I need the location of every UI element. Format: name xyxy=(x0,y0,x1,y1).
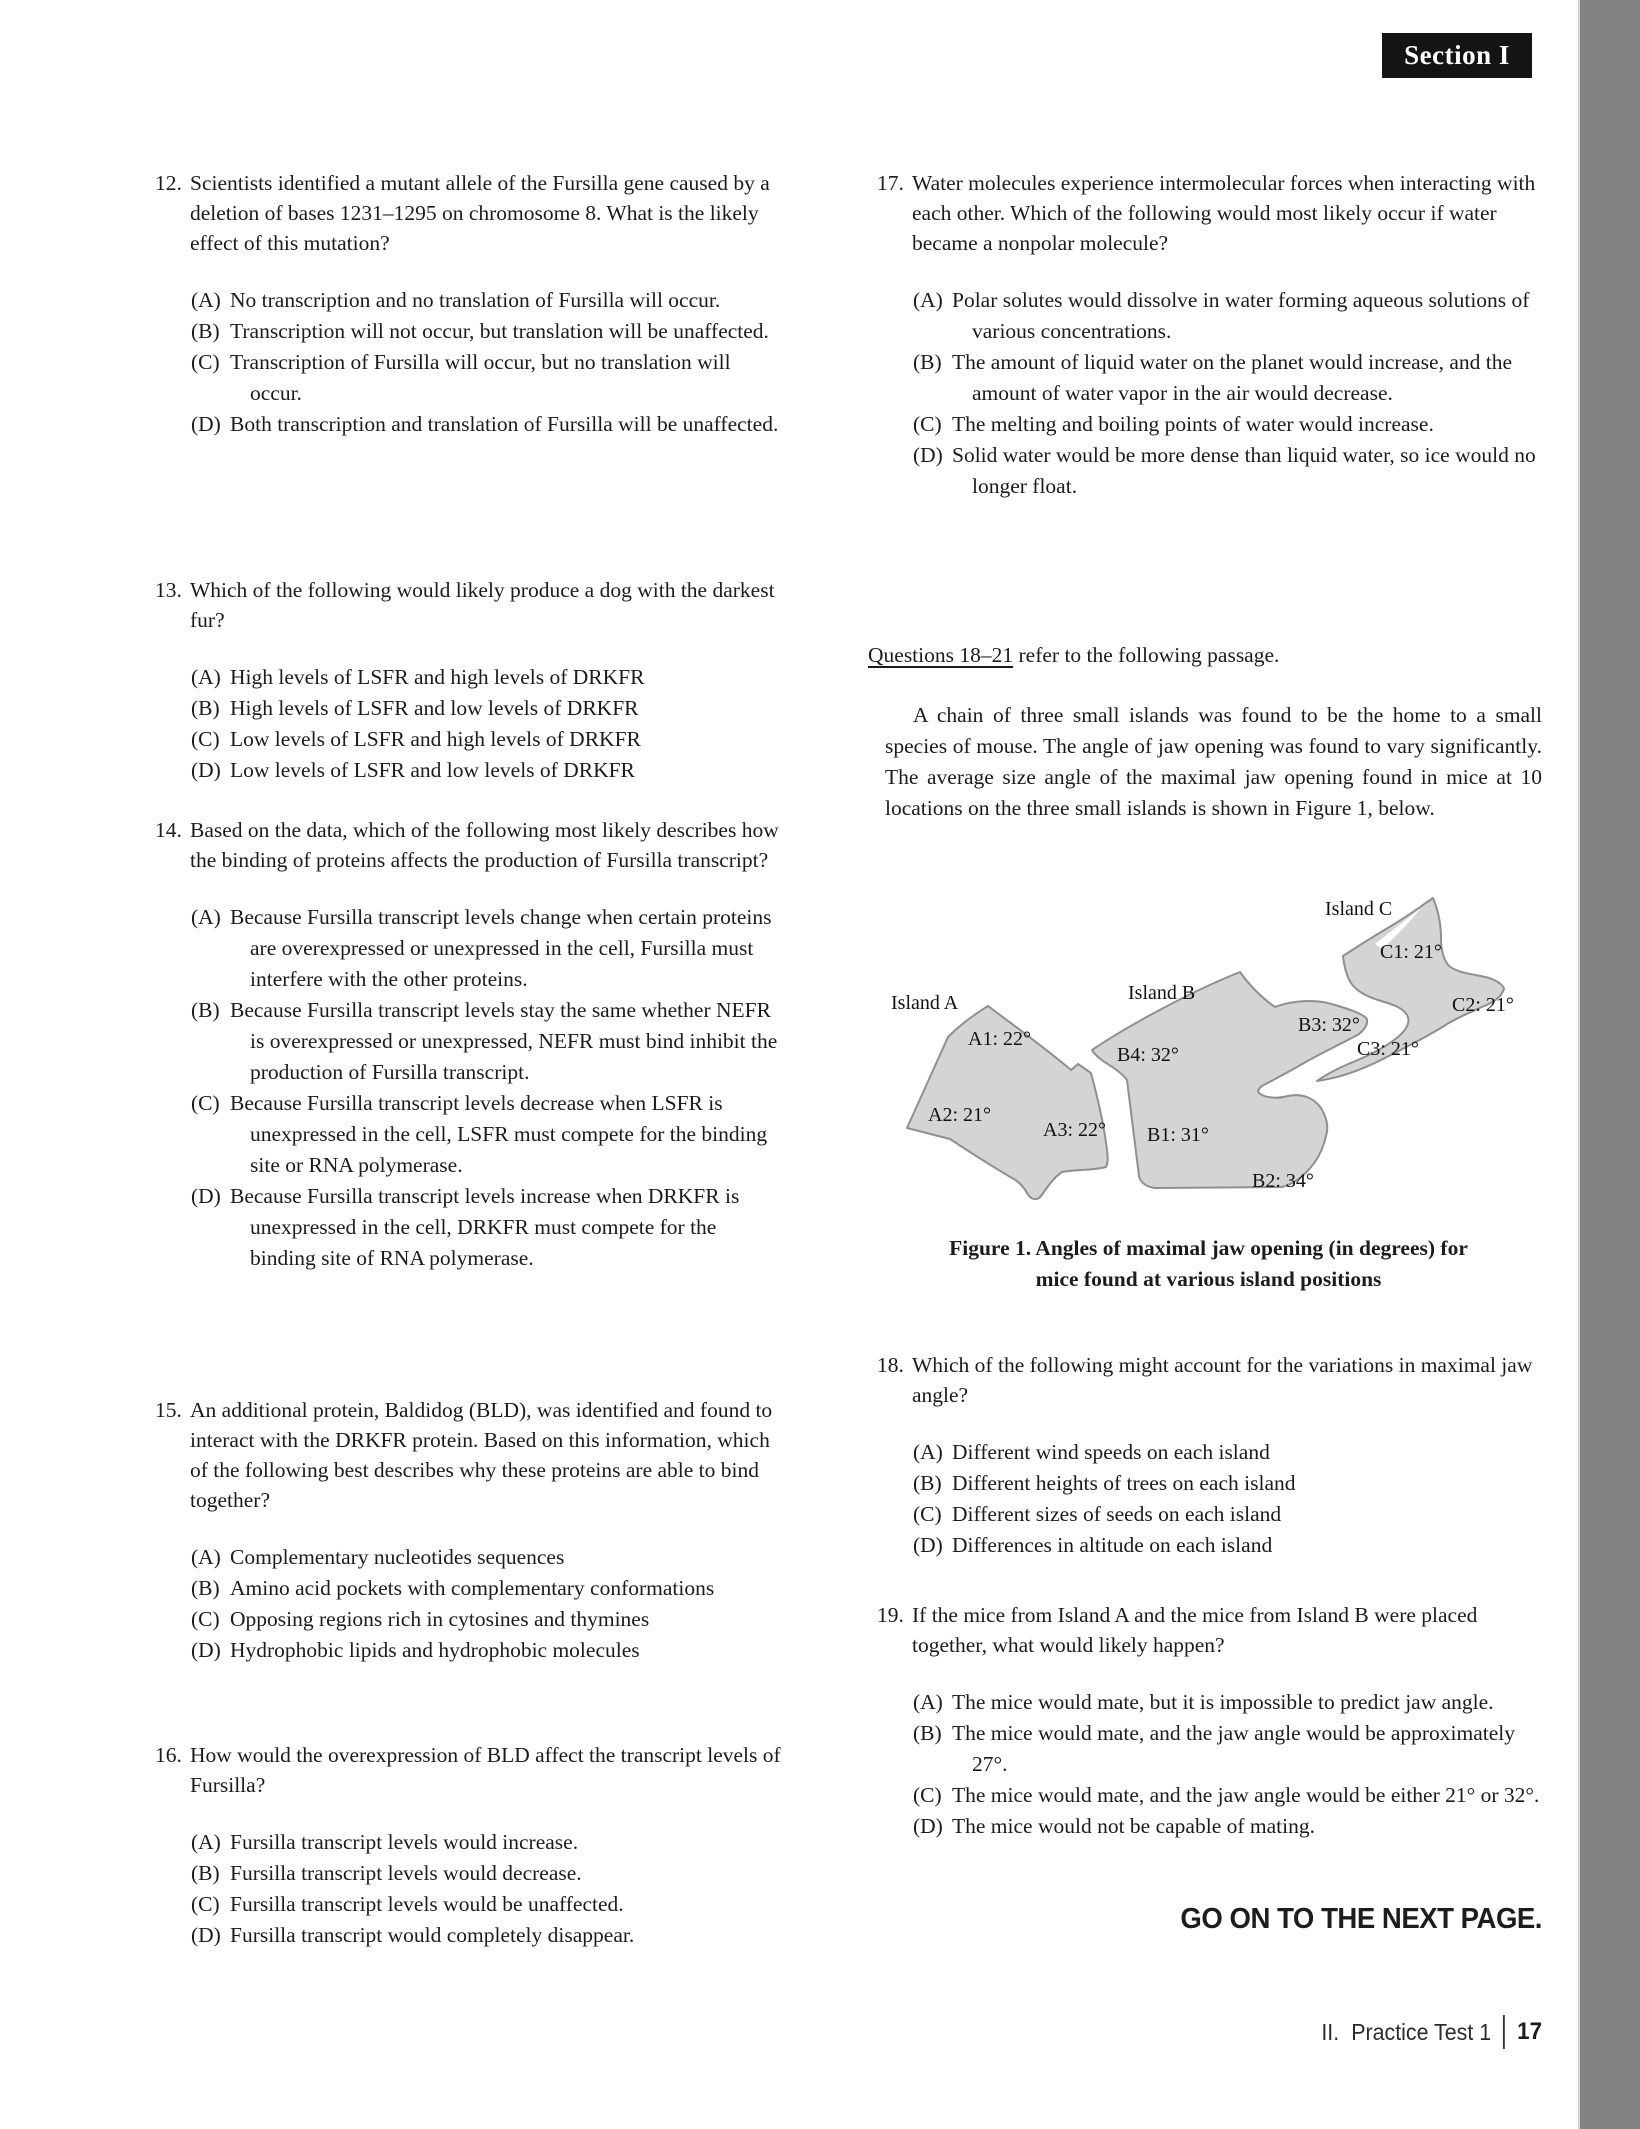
island-a-name: Island A xyxy=(891,992,959,1014)
option-text: Because Fursilla transcript levels increase when DRKFR is unexpressed in the cell, DRKFR must compete for the binding site of RNA polymerase. xyxy=(230,1184,740,1270)
option-label: (B) xyxy=(913,350,942,374)
options-list xyxy=(877,1687,1548,1842)
option-text: Low levels of LSFR and low levels of DRKFR xyxy=(230,758,635,782)
option-text: Because Fursilla transcript levels change when certain proteins are overexpressed or unexpressed in the cell, Fursilla must interfere with the other proteins. xyxy=(230,905,772,991)
option-label: (D) xyxy=(913,443,943,467)
option-text: Opposing regions rich in cytosines and thymines xyxy=(230,1607,650,1631)
answer-option xyxy=(155,1088,782,1181)
point-label-c2: C2: 21° xyxy=(1452,994,1514,1016)
section-badge xyxy=(1382,33,1532,78)
answer-option xyxy=(155,724,782,755)
options-list xyxy=(155,902,782,1274)
option-text: Fursilla transcript levels would decrease. xyxy=(230,1861,582,1885)
option-text: Both transcription and translation of Fursilla will be unaffected. xyxy=(230,412,779,436)
option-text: Amino acid pockets with complementary conformations xyxy=(230,1576,715,1600)
option-label: (A) xyxy=(913,288,943,312)
answer-option xyxy=(877,1718,1548,1780)
passage-header xyxy=(868,640,1279,670)
option-label: (A) xyxy=(191,1830,221,1854)
option-label: (D) xyxy=(191,1923,221,1947)
question-text: How would the overexpression of BLD affect the transcript levels of Fursilla? xyxy=(190,1743,781,1797)
island-c-name: Island C xyxy=(1325,898,1393,920)
footer-part-label: II. xyxy=(1321,2018,1340,2045)
option-label: (D) xyxy=(913,1533,943,1557)
option-text: High levels of LSFR and low levels of DRKFR xyxy=(230,696,639,720)
question-text: Scientists identified a mutant allele of the Fursilla gene caused by a deletion of bases 1231–1295 on chromosome 8. What is the likely effect of this mutation? xyxy=(190,171,770,255)
question-text: An additional protein, Baldidog (BLD), was identified and found to interact with the DRKFR protein. Based on this information, which of the following best describes why these proteins are able to bind together? xyxy=(190,1398,773,1512)
question-text: Water molecules experience intermolecular forces when interacting with each other. Which of the following would most likely occur if water became a nonpolar molecule? xyxy=(912,171,1536,255)
option-text: High levels of LSFR and high levels of DRKFR xyxy=(230,665,645,689)
option-text: Differences in altitude on each island xyxy=(952,1533,1273,1557)
option-label: (D) xyxy=(913,1814,943,1838)
question-number: 13. xyxy=(155,578,182,602)
question-number: 17. xyxy=(877,171,904,195)
go-on-instruction: GO ON TO THE NEXT PAGE. xyxy=(1180,1903,1542,1935)
figure-caption-line2: mice found at various island positions xyxy=(1035,1267,1382,1291)
option-text: Because Fursilla transcript levels decrease when LSFR is unexpressed in the cell, LSFR must compete for the binding site or RNA polymerase. xyxy=(230,1091,768,1177)
point-label-b1: B1: 31° xyxy=(1147,1124,1209,1146)
option-text: The mice would mate, but it is impossible to predict jaw angle. xyxy=(952,1690,1494,1714)
option-label: (A) xyxy=(191,1545,221,1569)
answer-option xyxy=(155,347,782,409)
option-label: (B) xyxy=(191,319,220,343)
answer-option xyxy=(877,1499,1548,1530)
question-14 xyxy=(155,815,782,1274)
option-label: (B) xyxy=(191,696,220,720)
footer-page-number: 17 xyxy=(1517,2018,1542,2045)
option-label: (D) xyxy=(191,1184,221,1208)
option-label: (C) xyxy=(191,1607,220,1631)
answer-option xyxy=(877,409,1548,440)
point-label-a3: A3: 22° xyxy=(1043,1119,1106,1141)
option-text: Hydrophobic lipids and hydrophobic molecules xyxy=(230,1638,640,1662)
option-text: Transcription of Fursilla will occur, but no translation will occur. xyxy=(230,350,731,405)
option-label: (A) xyxy=(191,905,221,929)
question-number: 19. xyxy=(877,1603,904,1627)
question-number: 12. xyxy=(155,171,182,195)
option-label: (B) xyxy=(191,998,220,1022)
answer-option xyxy=(155,693,782,724)
answer-option xyxy=(155,995,782,1088)
question-12 xyxy=(155,168,782,440)
option-text: Different wind speeds on each island xyxy=(952,1440,1270,1464)
option-label: (C) xyxy=(191,1892,220,1916)
point-label-c3: C3: 21° xyxy=(1357,1038,1419,1060)
options-list xyxy=(877,285,1548,502)
question-number: 16. xyxy=(155,1743,182,1767)
option-label: (C) xyxy=(913,1502,942,1526)
question-text: If the mice from Island A and the mice from Island B were placed together, what would likely happen? xyxy=(912,1603,1478,1657)
answer-option xyxy=(155,1827,782,1858)
option-text: Different heights of trees on each island xyxy=(952,1471,1296,1495)
option-label: (A) xyxy=(191,288,221,312)
answer-option xyxy=(155,902,782,995)
question-17 xyxy=(877,168,1548,502)
option-label: (A) xyxy=(913,1690,943,1714)
option-label: (D) xyxy=(191,758,221,782)
passage-text: A chain of three small islands was found to be the home to a small species of mouse. The angle of jaw opening was found to vary significantly. The average size angle of the maximal jaw opening found in mice at 10 locations on the three small islands is shown in Figure 1, below. xyxy=(885,703,1542,820)
answer-option xyxy=(155,1542,782,1573)
question-number: 15. xyxy=(155,1398,182,1422)
question-19 xyxy=(877,1600,1548,1842)
answer-option xyxy=(877,1780,1548,1811)
option-text: Transcription will not occur, but translation will be unaffected. xyxy=(230,319,769,343)
point-label-b3: B3: 32° xyxy=(1298,1014,1360,1036)
option-label: (A) xyxy=(191,665,221,689)
option-text: Fursilla transcript levels would increase. xyxy=(230,1830,579,1854)
question-number: 18. xyxy=(877,1353,904,1377)
options-list xyxy=(155,1827,782,1951)
question-13 xyxy=(155,575,782,786)
footer-title: Practice Test 1 xyxy=(1351,2018,1492,2045)
option-label: (D) xyxy=(191,1638,221,1662)
option-label: (C) xyxy=(913,1783,942,1807)
question-number: 14. xyxy=(155,818,182,842)
option-label: (C) xyxy=(191,1091,220,1115)
option-label: (B) xyxy=(913,1471,942,1495)
option-label: (B) xyxy=(913,1721,942,1745)
point-label-a2: A2: 21° xyxy=(928,1104,991,1126)
question-text: Based on the data, which of the following most likely describes how the binding of proteins affects the production of Fursilla transcript? xyxy=(190,818,779,872)
options-list xyxy=(155,1542,782,1666)
point-label-b4: B4: 32° xyxy=(1117,1044,1179,1066)
option-label: (C) xyxy=(191,727,220,751)
option-label: (A) xyxy=(913,1440,943,1464)
option-text: Low levels of LSFR and high levels of DRKFR xyxy=(230,727,641,751)
options-list xyxy=(155,285,782,440)
point-label-a1: A1: 22° xyxy=(968,1028,1031,1050)
option-text: Different sizes of seeds on each island xyxy=(952,1502,1282,1526)
answer-option xyxy=(155,1920,782,1951)
answer-option xyxy=(155,409,782,440)
answer-option xyxy=(155,1889,782,1920)
question-text: Which of the following might account for the variations in maximal jaw angle? xyxy=(912,1353,1533,1407)
question-text: Which of the following would likely produce a dog with the darkest fur? xyxy=(190,578,775,632)
figure-caption xyxy=(877,1233,1540,1295)
option-text: No transcription and no translation of Fursilla will occur. xyxy=(230,288,721,312)
options-list xyxy=(155,662,782,786)
page-right-border xyxy=(1578,0,1640,2129)
section-label: Section I xyxy=(1404,40,1510,70)
option-text: Complementary nucleotides sequences xyxy=(230,1545,565,1569)
question-18 xyxy=(877,1350,1548,1561)
option-text: Fursilla transcript would completely disappear. xyxy=(230,1923,635,1947)
footer-divider xyxy=(1503,2015,1505,2049)
island-map xyxy=(855,866,1565,1200)
option-label: (B) xyxy=(191,1576,220,1600)
option-text: Because Fursilla transcript levels stay the same whether NEFR is overexpressed or unexpressed, NEFR must bind inhibit the production of Fursilla transcript. xyxy=(230,998,778,1084)
option-label: (C) xyxy=(913,412,942,436)
point-label-c1: C1: 21° xyxy=(1380,941,1442,963)
answer-option xyxy=(877,1468,1548,1499)
option-text: The mice would mate, and the jaw angle would be approximately 27°. xyxy=(952,1721,1515,1776)
answer-option xyxy=(877,440,1548,502)
answer-option xyxy=(877,1687,1548,1718)
option-text: Polar solutes would dissolve in water forming aqueous solutions of various concentrations. xyxy=(952,288,1530,343)
option-text: The mice would mate, and the jaw angle would be either 21° or 32°. xyxy=(952,1783,1540,1807)
answer-option xyxy=(155,662,782,693)
answer-option xyxy=(877,1811,1548,1842)
answer-option xyxy=(155,316,782,347)
answer-option xyxy=(155,285,782,316)
island-b-name: Island B xyxy=(1128,982,1196,1004)
option-label: (D) xyxy=(191,412,221,436)
answer-option xyxy=(877,285,1548,347)
answer-option xyxy=(155,1604,782,1635)
option-text: The amount of liquid water on the planet would increase, and the amount of water vapor in the air would decrease. xyxy=(952,350,1513,405)
page-footer xyxy=(1038,2012,1542,2052)
answer-option xyxy=(155,1635,782,1666)
question-16 xyxy=(155,1740,782,1951)
question-15 xyxy=(155,1395,782,1666)
option-text: Fursilla transcript levels would be unaffected. xyxy=(230,1892,624,1916)
answer-option xyxy=(155,1181,782,1274)
answer-option xyxy=(155,1858,782,1889)
answer-option xyxy=(155,755,782,786)
answer-option xyxy=(877,347,1548,409)
option-text: Solid water would be more dense than liquid water, so ice would no longer float. xyxy=(952,443,1536,498)
option-text: The mice would not be capable of mating. xyxy=(952,1814,1315,1838)
figure-caption-line1: Figure 1. Angles of maximal jaw opening (in degrees) for xyxy=(949,1236,1468,1260)
options-list xyxy=(877,1437,1548,1561)
answer-option xyxy=(155,1573,782,1604)
point-label-b2: B2: 34° xyxy=(1252,1170,1314,1192)
passage-header-range: Questions 18–21 xyxy=(868,643,1014,667)
option-text: The melting and boiling points of water would increase. xyxy=(952,412,1434,436)
answer-option xyxy=(877,1530,1548,1561)
answer-option xyxy=(877,1437,1548,1468)
passage-header-rest: refer to the following passage. xyxy=(1013,643,1280,667)
figure-1 xyxy=(855,866,1565,1200)
option-label: (C) xyxy=(191,350,220,374)
option-label: (B) xyxy=(191,1861,220,1885)
